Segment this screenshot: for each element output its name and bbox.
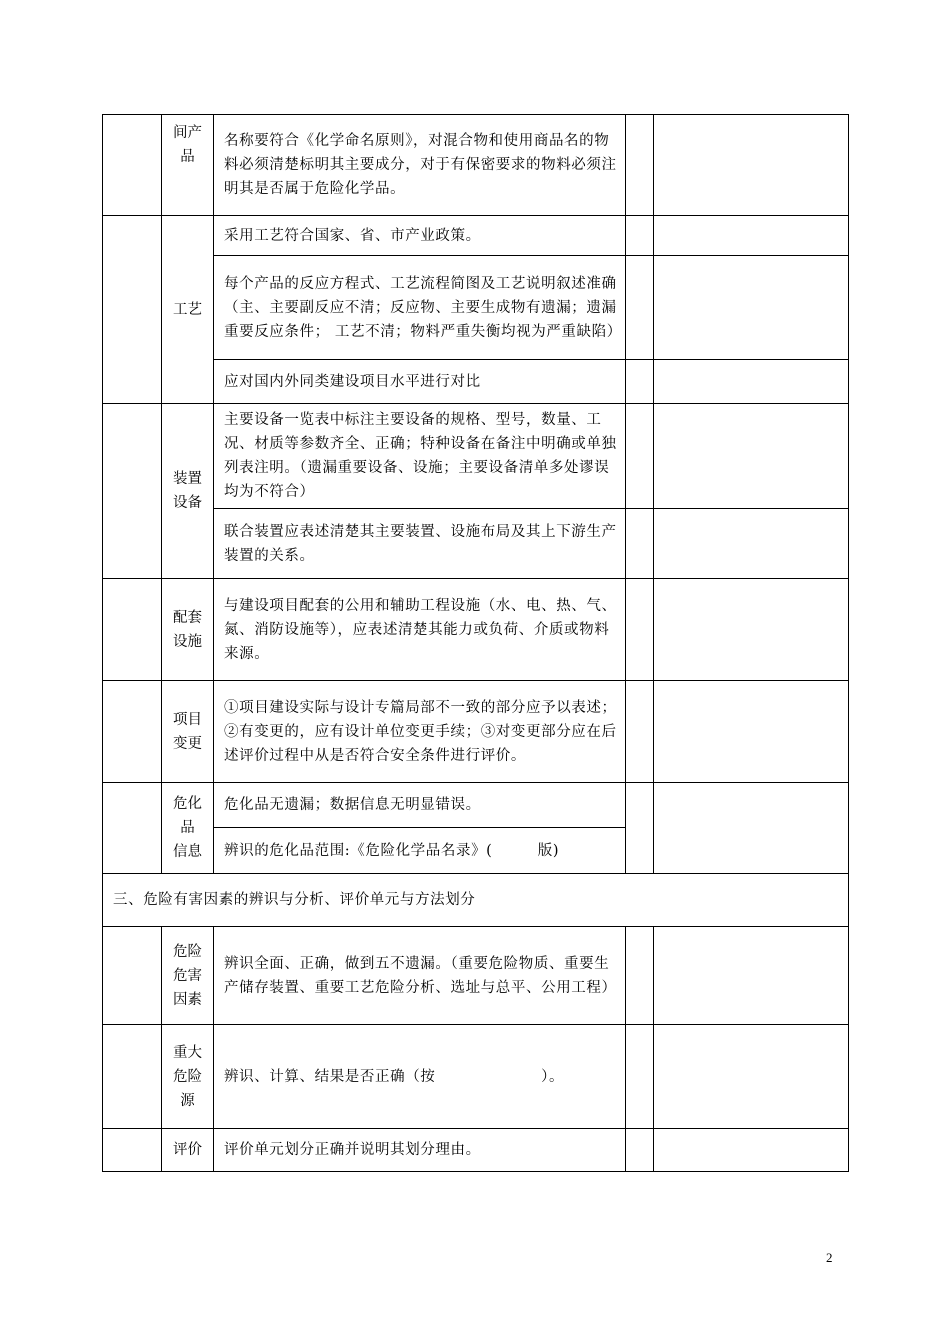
check-cell bbox=[626, 579, 654, 681]
remark-cell bbox=[654, 927, 849, 1025]
check-cell bbox=[626, 404, 654, 509]
category-hazards: 危险 危害 因素 bbox=[162, 927, 214, 1025]
remark-cell bbox=[654, 783, 849, 874]
requirement-change: ①项目建设实际与设计专篇局部不一致的部分应予以表述；②有变更的，应有设计单位变更手续；③对变更部分应在后述评价过程中从是否符合安全条件进行评价。 bbox=[214, 681, 626, 783]
row-process-3 bbox=[103, 360, 849, 404]
blank-cell bbox=[103, 216, 162, 404]
requirement-major-hazard: 辨识、计算、结果是否正确（按 ）。 bbox=[214, 1025, 626, 1129]
category-change: 项目 变更 bbox=[162, 681, 214, 783]
row-facilities bbox=[103, 579, 849, 681]
row-section-3 bbox=[103, 874, 849, 927]
review-table bbox=[102, 114, 849, 1172]
remark-cell bbox=[654, 579, 849, 681]
blank-cell bbox=[103, 1129, 162, 1172]
row-hazchem-1 bbox=[103, 783, 849, 828]
category-intermediate: 间产 品 bbox=[162, 115, 214, 216]
remark-cell bbox=[654, 216, 849, 256]
remark-cell bbox=[654, 681, 849, 783]
requirement-equipment-1: 主要设备一览表中标注主要设备的规格、型号，数量、工况、材质等参数齐全、正确；特种设备在备注中明确或单独列表注明。（遗漏重要设备、设施；主要设备清单多处谬误均为不符合） bbox=[214, 404, 626, 509]
section-title: 三、危险有害因素的辨识与分析、评价单元与方法划分 bbox=[103, 874, 849, 927]
requirement-evaluation: 评价单元划分正确并说明其划分理由。 bbox=[214, 1129, 626, 1172]
page-number: 2 bbox=[826, 1250, 833, 1265]
check-cell bbox=[626, 509, 654, 579]
requirement-intermediate: 名称要符合《化学命名原则》，对混合物和使用商品名的物料必须清楚标明其主要成分，对于有保密要求的物料必须注明其是否属于危险化学品。 bbox=[214, 115, 626, 216]
category-hazchem: 危化 品 信息 bbox=[162, 783, 214, 874]
check-cell bbox=[626, 216, 654, 256]
requirement-hazchem-2: 辨识的危化品范围:《危险化学品名录》( 版) bbox=[214, 828, 626, 874]
row-equipment-1 bbox=[103, 404, 849, 509]
blank-cell bbox=[103, 115, 162, 216]
requirement-process-1: 采用工艺符合国家、省、市产业政策。 bbox=[214, 216, 626, 256]
requirement-hazchem-1: 危化品无遗漏；数据信息无明显错误。 bbox=[214, 783, 626, 828]
remark-cell bbox=[654, 1129, 849, 1172]
blank-cell bbox=[103, 404, 162, 579]
blank-cell bbox=[103, 1025, 162, 1129]
category-facilities: 配套 设施 bbox=[162, 579, 214, 681]
remark-cell bbox=[654, 404, 849, 509]
check-cell bbox=[626, 927, 654, 1025]
requirement-process-3: 应对国内外同类建设项目水平进行对比 bbox=[214, 360, 626, 404]
category-equipment: 装置 设备 bbox=[162, 404, 214, 579]
blank-cell bbox=[103, 783, 162, 874]
category-major-hazard: 重大 危险 源 bbox=[162, 1025, 214, 1129]
row-change bbox=[103, 681, 849, 783]
remark-cell bbox=[654, 115, 849, 216]
category-process: 工艺 bbox=[162, 216, 214, 404]
blank-cell bbox=[103, 927, 162, 1025]
check-cell bbox=[626, 256, 654, 360]
remark-cell bbox=[654, 1025, 849, 1129]
requirement-process-2: 每个产品的反应方程式、工艺流程简图及工艺说明叙述准确 （主、主要副反应不清；反应物、主要生成物有遗漏；遗漏重要反应条件； 工艺不清；物料严重失衡均视为严重缺陷） bbox=[214, 256, 626, 360]
check-cell bbox=[626, 360, 654, 404]
row-hazards bbox=[103, 927, 849, 1025]
blank-cell bbox=[103, 681, 162, 783]
row-major-hazard bbox=[103, 1025, 849, 1129]
row-process-1 bbox=[103, 216, 849, 256]
category-evaluation: 评价 bbox=[162, 1129, 214, 1172]
row-process-2 bbox=[103, 256, 849, 360]
requirement-equipment-2: 联合装置应表述清楚其主要装置、设施布局及其上下游生产装置的关系。 bbox=[214, 509, 626, 579]
row-intermediate bbox=[103, 115, 849, 216]
remark-cell bbox=[654, 256, 849, 360]
check-cell bbox=[626, 681, 654, 783]
check-cell bbox=[626, 115, 654, 216]
row-evaluation bbox=[103, 1129, 849, 1172]
remark-cell bbox=[654, 509, 849, 579]
remark-cell bbox=[654, 360, 849, 404]
requirement-hazards: 辨识全面、正确，做到五不遗漏。（重要危险物质、重要生产储存装置、重要工艺危险分析、选址与总平、公用工程） bbox=[214, 927, 626, 1025]
requirement-facilities: 与建设项目配套的公用和辅助工程设施（水、电、热、气、氮、消防设施等），应表述清楚其能力或负荷、介质或物料来源。 bbox=[214, 579, 626, 681]
row-equipment-2 bbox=[103, 509, 849, 579]
check-cell bbox=[626, 783, 654, 874]
check-cell bbox=[626, 1129, 654, 1172]
blank-cell bbox=[103, 579, 162, 681]
check-cell bbox=[626, 1025, 654, 1129]
